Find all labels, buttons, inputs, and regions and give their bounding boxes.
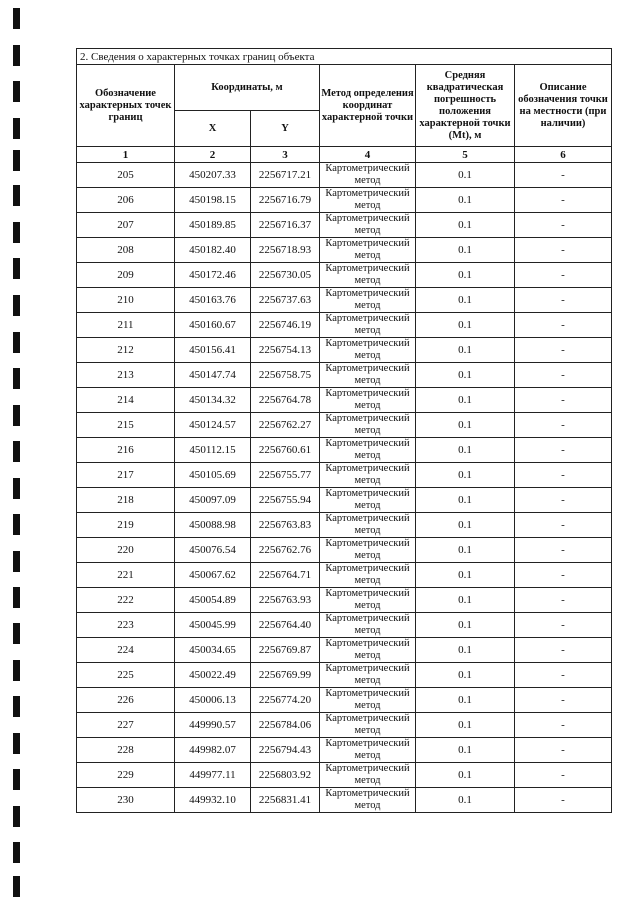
- cell-point: 206: [77, 188, 175, 213]
- cell-method: Картометрический метод: [320, 413, 416, 438]
- cell-point: 212: [77, 338, 175, 363]
- cell-y: 2256755.94: [251, 488, 320, 513]
- cell-error: 0.1: [416, 313, 515, 338]
- cell-method: Картометрический метод: [320, 488, 416, 513]
- cell-x: 450034.65: [175, 638, 251, 663]
- cell-method: Картометрический метод: [320, 313, 416, 338]
- cell-y: 2256718.93: [251, 238, 320, 263]
- cell-error: 0.1: [416, 238, 515, 263]
- cell-x: 450006.13: [175, 688, 251, 713]
- cell-error: 0.1: [416, 788, 515, 813]
- section-title: 2. Сведения о характерных точках границ объекта: [77, 49, 612, 65]
- cell-description: -: [515, 513, 612, 538]
- cell-error: 0.1: [416, 763, 515, 788]
- cell-x: 450189.85: [175, 213, 251, 238]
- header-coordinates: Координаты, м: [175, 65, 320, 111]
- cell-point: 221: [77, 563, 175, 588]
- cell-error: 0.1: [416, 213, 515, 238]
- cell-method: Картометрический метод: [320, 613, 416, 638]
- cell-y: 2256716.79: [251, 188, 320, 213]
- cell-y: 2256762.76: [251, 538, 320, 563]
- cell-y: 2256763.93: [251, 588, 320, 613]
- cell-description: -: [515, 263, 612, 288]
- cell-method: Картометрический метод: [320, 738, 416, 763]
- cell-x: 450198.15: [175, 188, 251, 213]
- table-body: [77, 163, 612, 813]
- cell-x: 450067.62: [175, 563, 251, 588]
- cell-description: -: [515, 488, 612, 513]
- cell-method: Картометрический метод: [320, 513, 416, 538]
- cell-y: 2256763.83: [251, 513, 320, 538]
- cell-error: 0.1: [416, 588, 515, 613]
- cell-error: 0.1: [416, 613, 515, 638]
- cell-point: 219: [77, 513, 175, 538]
- cell-y: 2256794.43: [251, 738, 320, 763]
- cell-point: 223: [77, 613, 175, 638]
- cell-error: 0.1: [416, 438, 515, 463]
- cell-y: 2256717.21: [251, 163, 320, 188]
- cell-point: 220: [77, 538, 175, 563]
- cell-method: Картометрический метод: [320, 563, 416, 588]
- cell-x: 450124.57: [175, 413, 251, 438]
- cell-description: -: [515, 438, 612, 463]
- cell-y: 2256730.05: [251, 263, 320, 288]
- column-number: 4: [320, 147, 416, 163]
- cell-method: Картометрический метод: [320, 588, 416, 613]
- cell-description: -: [515, 538, 612, 563]
- table-row: [77, 663, 612, 688]
- cell-y: 2256784.06: [251, 713, 320, 738]
- cell-y: 2256769.99: [251, 663, 320, 688]
- cell-x: 450022.49: [175, 663, 251, 688]
- cell-point: 217: [77, 463, 175, 488]
- table-row: [77, 713, 612, 738]
- cell-method: Картометрический метод: [320, 163, 416, 188]
- cell-description: -: [515, 213, 612, 238]
- header-description: Описание обозначения точки на местности (при наличии): [515, 65, 612, 147]
- cell-point: 213: [77, 363, 175, 388]
- cell-method: Картометрический метод: [320, 688, 416, 713]
- cell-description: -: [515, 338, 612, 363]
- cell-error: 0.1: [416, 338, 515, 363]
- cell-x: 450076.54: [175, 538, 251, 563]
- cell-error: 0.1: [416, 263, 515, 288]
- table-row: [77, 563, 612, 588]
- cell-description: -: [515, 388, 612, 413]
- cell-x: 450097.09: [175, 488, 251, 513]
- cell-description: -: [515, 588, 612, 613]
- cell-x: 449977.11: [175, 763, 251, 788]
- header-point: Обозначение характерных точек границ: [77, 65, 175, 147]
- cell-method: Картометрический метод: [320, 638, 416, 663]
- table-row: [77, 463, 612, 488]
- cell-description: -: [515, 163, 612, 188]
- cell-point: 209: [77, 263, 175, 288]
- column-number: 6: [515, 147, 612, 163]
- cell-error: 0.1: [416, 538, 515, 563]
- cell-x: 450207.33: [175, 163, 251, 188]
- cell-point: 228: [77, 738, 175, 763]
- cell-method: Картометрический метод: [320, 763, 416, 788]
- cell-description: -: [515, 463, 612, 488]
- cell-error: 0.1: [416, 738, 515, 763]
- header-method: Метод определения координат характерной точки: [320, 65, 416, 147]
- table-row: [77, 488, 612, 513]
- cell-method: Картометрический метод: [320, 663, 416, 688]
- column-number-row: [77, 147, 612, 163]
- cell-x: 450182.40: [175, 238, 251, 263]
- cell-description: -: [515, 238, 612, 263]
- cell-x: 450172.46: [175, 263, 251, 288]
- cell-point: 208: [77, 238, 175, 263]
- cell-point: 210: [77, 288, 175, 313]
- cell-y: 2256764.71: [251, 563, 320, 588]
- table-row: [77, 613, 612, 638]
- cell-error: 0.1: [416, 463, 515, 488]
- table-row: [77, 163, 612, 188]
- cell-point: 218: [77, 488, 175, 513]
- cell-y: 2256774.20: [251, 688, 320, 713]
- cell-method: Картометрический метод: [320, 288, 416, 313]
- cell-y: 2256762.27: [251, 413, 320, 438]
- cell-x: 450105.69: [175, 463, 251, 488]
- cell-y: 2256755.77: [251, 463, 320, 488]
- table-row: [77, 388, 612, 413]
- cell-x: 449990.57: [175, 713, 251, 738]
- cell-description: -: [515, 313, 612, 338]
- header-x: X: [175, 111, 251, 147]
- cell-x: 450156.41: [175, 338, 251, 363]
- cell-y: 2256769.87: [251, 638, 320, 663]
- cell-error: 0.1: [416, 488, 515, 513]
- cell-method: Картометрический метод: [320, 713, 416, 738]
- cell-x: 450160.67: [175, 313, 251, 338]
- cell-description: -: [515, 763, 612, 788]
- cell-point: 207: [77, 213, 175, 238]
- cell-error: 0.1: [416, 713, 515, 738]
- table-row: [77, 238, 612, 263]
- cell-method: Картометрический метод: [320, 188, 416, 213]
- table-row: [77, 188, 612, 213]
- cell-description: -: [515, 663, 612, 688]
- table-row: [77, 438, 612, 463]
- cell-description: -: [515, 288, 612, 313]
- cell-description: -: [515, 738, 612, 763]
- cell-method: Картометрический метод: [320, 438, 416, 463]
- table-row: [77, 213, 612, 238]
- cell-error: 0.1: [416, 638, 515, 663]
- cell-x: 450134.32: [175, 388, 251, 413]
- cell-error: 0.1: [416, 663, 515, 688]
- cell-method: Картометрический метод: [320, 363, 416, 388]
- cell-description: -: [515, 688, 612, 713]
- cell-description: -: [515, 788, 612, 813]
- table-row: [77, 338, 612, 363]
- column-number: 3: [251, 147, 320, 163]
- cell-x: 450054.89: [175, 588, 251, 613]
- cell-method: Картометрический метод: [320, 338, 416, 363]
- cell-y: 2256831.41: [251, 788, 320, 813]
- cell-y: 2256754.13: [251, 338, 320, 363]
- cell-method: Картометрический метод: [320, 238, 416, 263]
- cell-point: 225: [77, 663, 175, 688]
- cell-y: 2256803.92: [251, 763, 320, 788]
- table-row: [77, 288, 612, 313]
- cell-point: 222: [77, 588, 175, 613]
- header-y: Y: [251, 111, 320, 147]
- column-number: 5: [416, 147, 515, 163]
- table-row: [77, 788, 612, 813]
- cell-x: 450163.76: [175, 288, 251, 313]
- cell-point: 214: [77, 388, 175, 413]
- cell-error: 0.1: [416, 513, 515, 538]
- cell-error: 0.1: [416, 563, 515, 588]
- cell-point: 227: [77, 713, 175, 738]
- cell-y: 2256760.61: [251, 438, 320, 463]
- cell-description: -: [515, 188, 612, 213]
- cell-error: 0.1: [416, 363, 515, 388]
- cell-y: 2256764.78: [251, 388, 320, 413]
- boundary-points-table: [76, 48, 612, 813]
- cell-point: 226: [77, 688, 175, 713]
- cell-method: Картометрический метод: [320, 538, 416, 563]
- table-row: [77, 763, 612, 788]
- table-row: [77, 638, 612, 663]
- table-row: [77, 538, 612, 563]
- cell-x: 449982.07: [175, 738, 251, 763]
- cell-description: -: [515, 638, 612, 663]
- cell-point: 224: [77, 638, 175, 663]
- cell-description: -: [515, 713, 612, 738]
- table-row: [77, 588, 612, 613]
- cell-description: -: [515, 563, 612, 588]
- cell-point: 229: [77, 763, 175, 788]
- table-row: [77, 313, 612, 338]
- column-number: 2: [175, 147, 251, 163]
- table-row: [77, 363, 612, 388]
- cell-point: 211: [77, 313, 175, 338]
- cell-y: 2256716.37: [251, 213, 320, 238]
- cell-point: 205: [77, 163, 175, 188]
- cell-y: 2256764.40: [251, 613, 320, 638]
- cell-method: Картометрический метод: [320, 263, 416, 288]
- cell-description: -: [515, 413, 612, 438]
- cell-error: 0.1: [416, 163, 515, 188]
- cell-error: 0.1: [416, 188, 515, 213]
- cell-method: Картометрический метод: [320, 788, 416, 813]
- cell-description: -: [515, 363, 612, 388]
- table-row: [77, 263, 612, 288]
- table-row: [77, 738, 612, 763]
- cell-x: 449932.10: [175, 788, 251, 813]
- column-number: 1: [77, 147, 175, 163]
- cell-error: 0.1: [416, 388, 515, 413]
- cell-y: 2256746.19: [251, 313, 320, 338]
- cell-x: 450147.74: [175, 363, 251, 388]
- cell-y: 2256737.63: [251, 288, 320, 313]
- cell-y: 2256758.75: [251, 363, 320, 388]
- table-row: [77, 413, 612, 438]
- header-error: Средняя квадратическая погрешность положения характерной точки (Mt), м: [416, 65, 515, 147]
- cell-point: 216: [77, 438, 175, 463]
- table-row: [77, 513, 612, 538]
- cell-method: Картометрический метод: [320, 463, 416, 488]
- cell-error: 0.1: [416, 413, 515, 438]
- cell-error: 0.1: [416, 688, 515, 713]
- cell-point: 215: [77, 413, 175, 438]
- cell-x: 450045.99: [175, 613, 251, 638]
- cell-method: Картометрический метод: [320, 213, 416, 238]
- cell-x: 450088.98: [175, 513, 251, 538]
- table-row: [77, 688, 612, 713]
- cell-error: 0.1: [416, 288, 515, 313]
- cell-method: Картометрический метод: [320, 388, 416, 413]
- cell-x: 450112.15: [175, 438, 251, 463]
- binding-marks: [13, 0, 23, 905]
- cell-point: 230: [77, 788, 175, 813]
- cell-description: -: [515, 613, 612, 638]
